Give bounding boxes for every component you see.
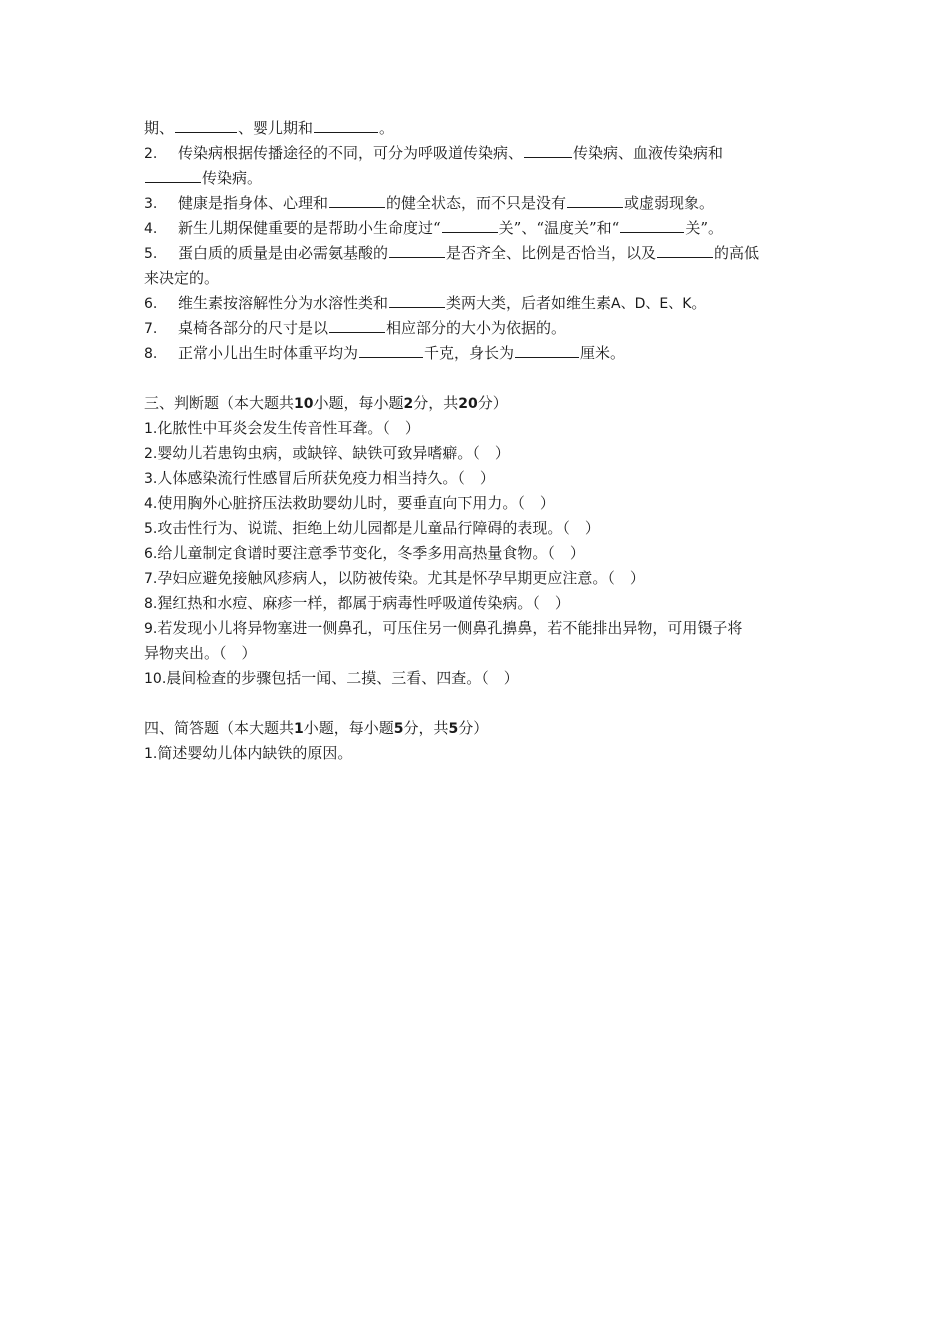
item-number: 10. [144, 671, 167, 687]
item-number: 4. [144, 496, 158, 512]
question-7 [144, 318, 816, 339]
points-each: 5 [393, 721, 404, 737]
item-text: 攻击性行为、说谎、拒绝上幼儿园都是儿童品行障碍的表现。（ ） [157, 519, 600, 537]
item-text: 异物夹出。（ ） [144, 644, 257, 662]
answer-blank [515, 343, 579, 358]
judgement-item [144, 518, 816, 539]
item-number: 7. [144, 571, 158, 587]
answer-blank [620, 218, 684, 233]
text: 相应部分的大小为依据的。 [386, 319, 567, 337]
judgement-item [144, 543, 816, 564]
text: 是否齐全、比例是否恰当，以及 [446, 244, 657, 262]
question-count: 10 [294, 396, 314, 412]
answer-blank [145, 168, 201, 183]
judgement-item [144, 593, 816, 614]
question-5-continued [144, 268, 816, 288]
item-number: 9. [144, 621, 158, 637]
item-text: 化脓性中耳炎会发生传音性耳聋。（ ） [157, 419, 420, 437]
answer-blank [329, 318, 385, 333]
text: 小题，每小题 [313, 394, 404, 412]
question-3 [144, 193, 816, 214]
answer-blank [657, 243, 713, 258]
question-count: 1 [294, 721, 304, 737]
question-4 [144, 218, 816, 239]
item-text: 人体感染流行性感冒后所获免疫力相当持久。（ ） [157, 469, 495, 487]
text: 。 [379, 119, 395, 137]
answer-blank [524, 143, 572, 158]
text: 来决定的。 [144, 269, 220, 287]
item-number: 6. [144, 546, 158, 562]
text: 千克，身长为 [424, 344, 515, 362]
judgement-item [144, 568, 816, 589]
judgement-item [144, 643, 816, 664]
text: 正常小儿出生时体重平均为 [178, 344, 359, 362]
answer-blank [389, 243, 445, 258]
question-number: 7. [144, 321, 158, 337]
item-number: 1. [144, 746, 158, 762]
item-text: 婴幼儿若患钩虫病，或缺锌、缺铁可致异嗜癖。（ ） [157, 444, 510, 462]
question-2 [144, 143, 816, 164]
text: 类两大类，后者如维生素 [446, 294, 612, 312]
text: 新生儿期保健重要的是帮助小生命度过“ [178, 219, 441, 237]
text: 关”、“温度关”和“ [498, 219, 620, 237]
text: 蛋白质的质量是由必需氨基酸的 [178, 244, 389, 262]
question-1-continued [144, 118, 816, 138]
answer-blank [567, 193, 623, 208]
item-text: 给儿童制定食谱时要注意季节变化，冬季多用高热量食物。（ ） [157, 544, 585, 562]
text: 小题，每小题 [303, 719, 394, 737]
question-number: 6. [144, 296, 158, 312]
question-6 [144, 293, 816, 314]
text: 关”。 [685, 219, 724, 237]
question-number: 4. [144, 221, 158, 237]
vitamin-list: A、D、E、K [611, 296, 692, 312]
judgement-item [144, 443, 816, 464]
answer-blank [442, 218, 498, 233]
text: 传染病根据传播途径的不同，可分为呼吸道传染病、 [178, 144, 524, 162]
item-number: 1. [144, 421, 158, 437]
text: 桌椅各部分的尺寸是以 [178, 319, 329, 337]
text: 分） [477, 394, 508, 412]
judgement-item [144, 493, 816, 514]
answer-blank [329, 193, 385, 208]
question-number: 2. [144, 146, 158, 162]
text: 分，共 [403, 719, 449, 737]
question-number: 8. [144, 346, 158, 362]
text: 传染病。 [202, 169, 263, 187]
question-number: 3. [144, 196, 158, 212]
text: 三、判断题（本大题共 [144, 394, 295, 412]
text: 或虚弱现象。 [624, 194, 715, 212]
text: 的高低 [714, 244, 760, 262]
text: 厘米。 [580, 344, 626, 362]
question-number: 5. [144, 246, 158, 262]
text: 维生素按溶解性分为水溶性类和 [178, 294, 389, 312]
text: 。 [691, 294, 707, 312]
text: 健康是指身体、心理和 [178, 194, 329, 212]
text: 四、简答题（本大题共 [144, 719, 295, 737]
item-number: 3. [144, 471, 158, 487]
answer-blank [389, 293, 445, 308]
answer-blank [314, 118, 378, 133]
answer-blank [175, 118, 237, 133]
judgement-item [144, 418, 816, 439]
question-8 [144, 343, 816, 364]
points-total: 20 [458, 396, 478, 412]
judgement-item [144, 743, 816, 764]
text: 分） [458, 719, 489, 737]
item-text: 孕妇应避免接触风疹病人，以防被传染。尤其是怀孕早期更应注意。（ ） [157, 569, 645, 587]
points-total: 5 [448, 721, 459, 737]
item-number: 8. [144, 596, 158, 612]
text: 传染病、血液传染病和 [573, 144, 724, 162]
judgement-item [144, 618, 816, 639]
question-5 [144, 243, 816, 264]
section-3-heading [144, 393, 816, 414]
points-each: 2 [403, 396, 414, 412]
item-text: 猩红热和水痘、麻疹一样，都属于病毒性呼吸道传染病。（ ） [157, 594, 570, 612]
text: 期、 [144, 119, 175, 137]
item-text: 简述婴幼儿体内缺铁的原因。 [157, 744, 353, 762]
item-number: 2. [144, 446, 158, 462]
judgement-item [144, 668, 816, 689]
item-text: 晨间检查的步骤包括一闻、二摸、三看、四查。（ ） [166, 669, 519, 687]
judgement-item [144, 468, 816, 489]
item-number: 5. [144, 521, 158, 537]
item-text: 若发现小儿将异物塞进一侧鼻孔，可压住另一侧鼻孔擤鼻，若不能排出异物，可用镊子将 [157, 619, 743, 637]
question-2-continued [144, 168, 816, 188]
section-4-heading [144, 718, 816, 739]
text: 、婴儿期和 [238, 119, 314, 137]
answer-blank [359, 343, 423, 358]
item-text: 使用胸外心脏挤压法救助婴幼儿时，要垂直向下用力。（ ） [157, 494, 555, 512]
text: 分，共 [413, 394, 459, 412]
text: 的健全状态，而不只是没有 [386, 194, 567, 212]
